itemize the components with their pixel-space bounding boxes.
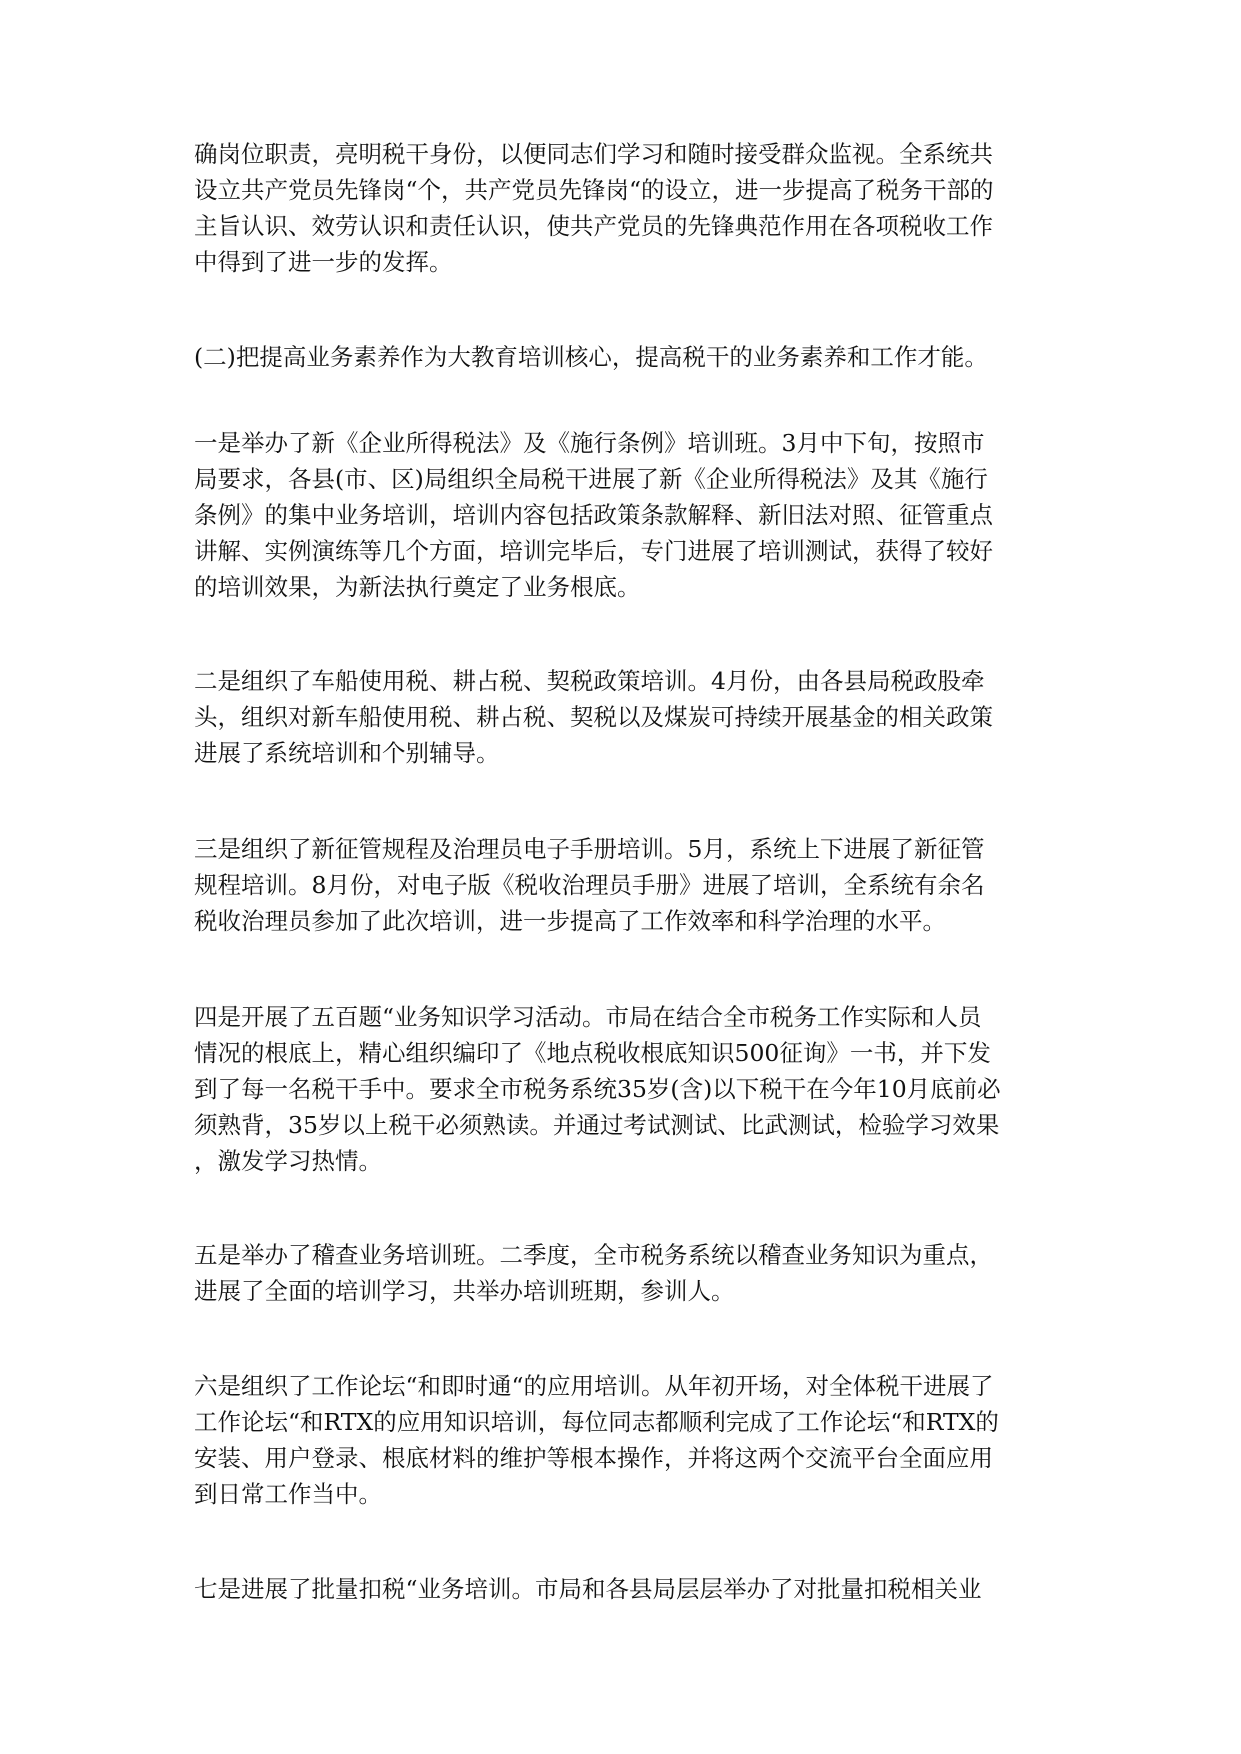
section-two-heading (194, 339, 1054, 375)
paragraph-item-seven (194, 1571, 1054, 1607)
paragraph-item-one (194, 425, 1054, 605)
text-line: 须熟背，35岁以上税干必须熟读。并通过考试测试、比武测试，检验学习效果 (194, 1111, 1000, 1139)
text-line: 七是进展了批量扣税“业务培训。市局和各县局层层举办了对批量扣税相关业 (194, 1575, 982, 1603)
text-line: 进展了系统培训和个别辅导。 (194, 739, 500, 767)
text-line: 条例》的集中业务培训，培训内容包括政策条款解释、新旧法对照、征管重点 (194, 501, 993, 529)
text-line: 税收治理员参加了此次培训，进一步提高了工作效率和科学治理的水平。 (194, 907, 946, 935)
text-line: (二)把提高业务素养作为大教育培训核心，提高税干的业务素养和工作才能。 (194, 343, 988, 371)
text-line: 情况的根底上，精心组织编印了《地点税收根底知识500征询》一书，并下发 (194, 1039, 991, 1067)
text-line: 局要求，各县(市、区)局组织全局税干进展了新《企业所得税法》及其《施行 (194, 465, 988, 493)
text-line: 中得到了进一步的发挥。 (194, 248, 453, 276)
text-line: 规程培训。8月份，对电子版《税收治理员手册》进展了培训，全系统有余名 (194, 871, 985, 899)
text-line: 安装、用户登录、根底材料的维护等根本操作，并将这两个交流平台全面应用 (194, 1444, 993, 1472)
text-line: 确岗位职责，亮明税干身份，以便同志们学习和随时接受群众监视。全系统共 (194, 140, 993, 168)
text-line: 六是组织了工作论坛“和即时通“的应用培训。从年初开场，对全体税干进展了 (194, 1372, 994, 1400)
text-line: 的培训效果，为新法执行奠定了业务根底。 (194, 573, 641, 601)
text-line: 工作论坛“和RTX的应用知识培训，每位同志都顺利完成了工作论坛“和RTX的 (194, 1408, 999, 1436)
text-line: 进展了全面的培训学习，共举办培训班期，参训人。 (194, 1277, 735, 1305)
text-line: 头，组织对新车船使用税、耕占税、契税以及煤炭可持续开展基金的相关政策 (194, 703, 993, 731)
text-line: 讲解、实例演练等几个方面，培训完毕后，专门进展了培训测试，获得了较好 (194, 537, 993, 565)
text-line: 一是举办了新《企业所得税法》及《施行条例》培训班。3月中下旬，按照市 (194, 429, 985, 457)
paragraph-item-four (194, 999, 1054, 1179)
paragraph-intro-continued (194, 136, 1054, 280)
paragraph-item-five (194, 1237, 1054, 1309)
text-line: 到了每一名税干手中。要求全市税务系统35岁(含)以下税干在今年10月底前必 (194, 1075, 1001, 1103)
text-line: 五是举办了稽查业务培训班。二季度，全市税务系统以稽查业务知识为重点， (194, 1241, 993, 1269)
text-line: 四是开展了五百题“业务知识学习活动。市局在结合全市税务工作实际和人员 (194, 1003, 982, 1031)
text-line: 设立共产党员先锋岗“个，共产党员先锋岗“的设立，进一步提高了税务干部的 (194, 176, 994, 204)
paragraph-item-two (194, 663, 1054, 771)
paragraph-item-three (194, 831, 1054, 939)
text-line: 到日常工作当中。 (194, 1480, 382, 1508)
paragraph-item-six (194, 1368, 1054, 1512)
text-line: 二是组织了车船使用税、耕占税、契税政策培训。4月份，由各县局税政股牵 (194, 667, 985, 695)
text-line: 三是组织了新征管规程及治理员电子手册培训。5月，系统上下进展了新征管 (194, 835, 985, 863)
text-line: ，激发学习热情。 (194, 1147, 382, 1175)
text-line: 主旨认识、效劳认识和责任认识，使共产党员的先锋典范作用在各项税收工作 (194, 212, 993, 240)
